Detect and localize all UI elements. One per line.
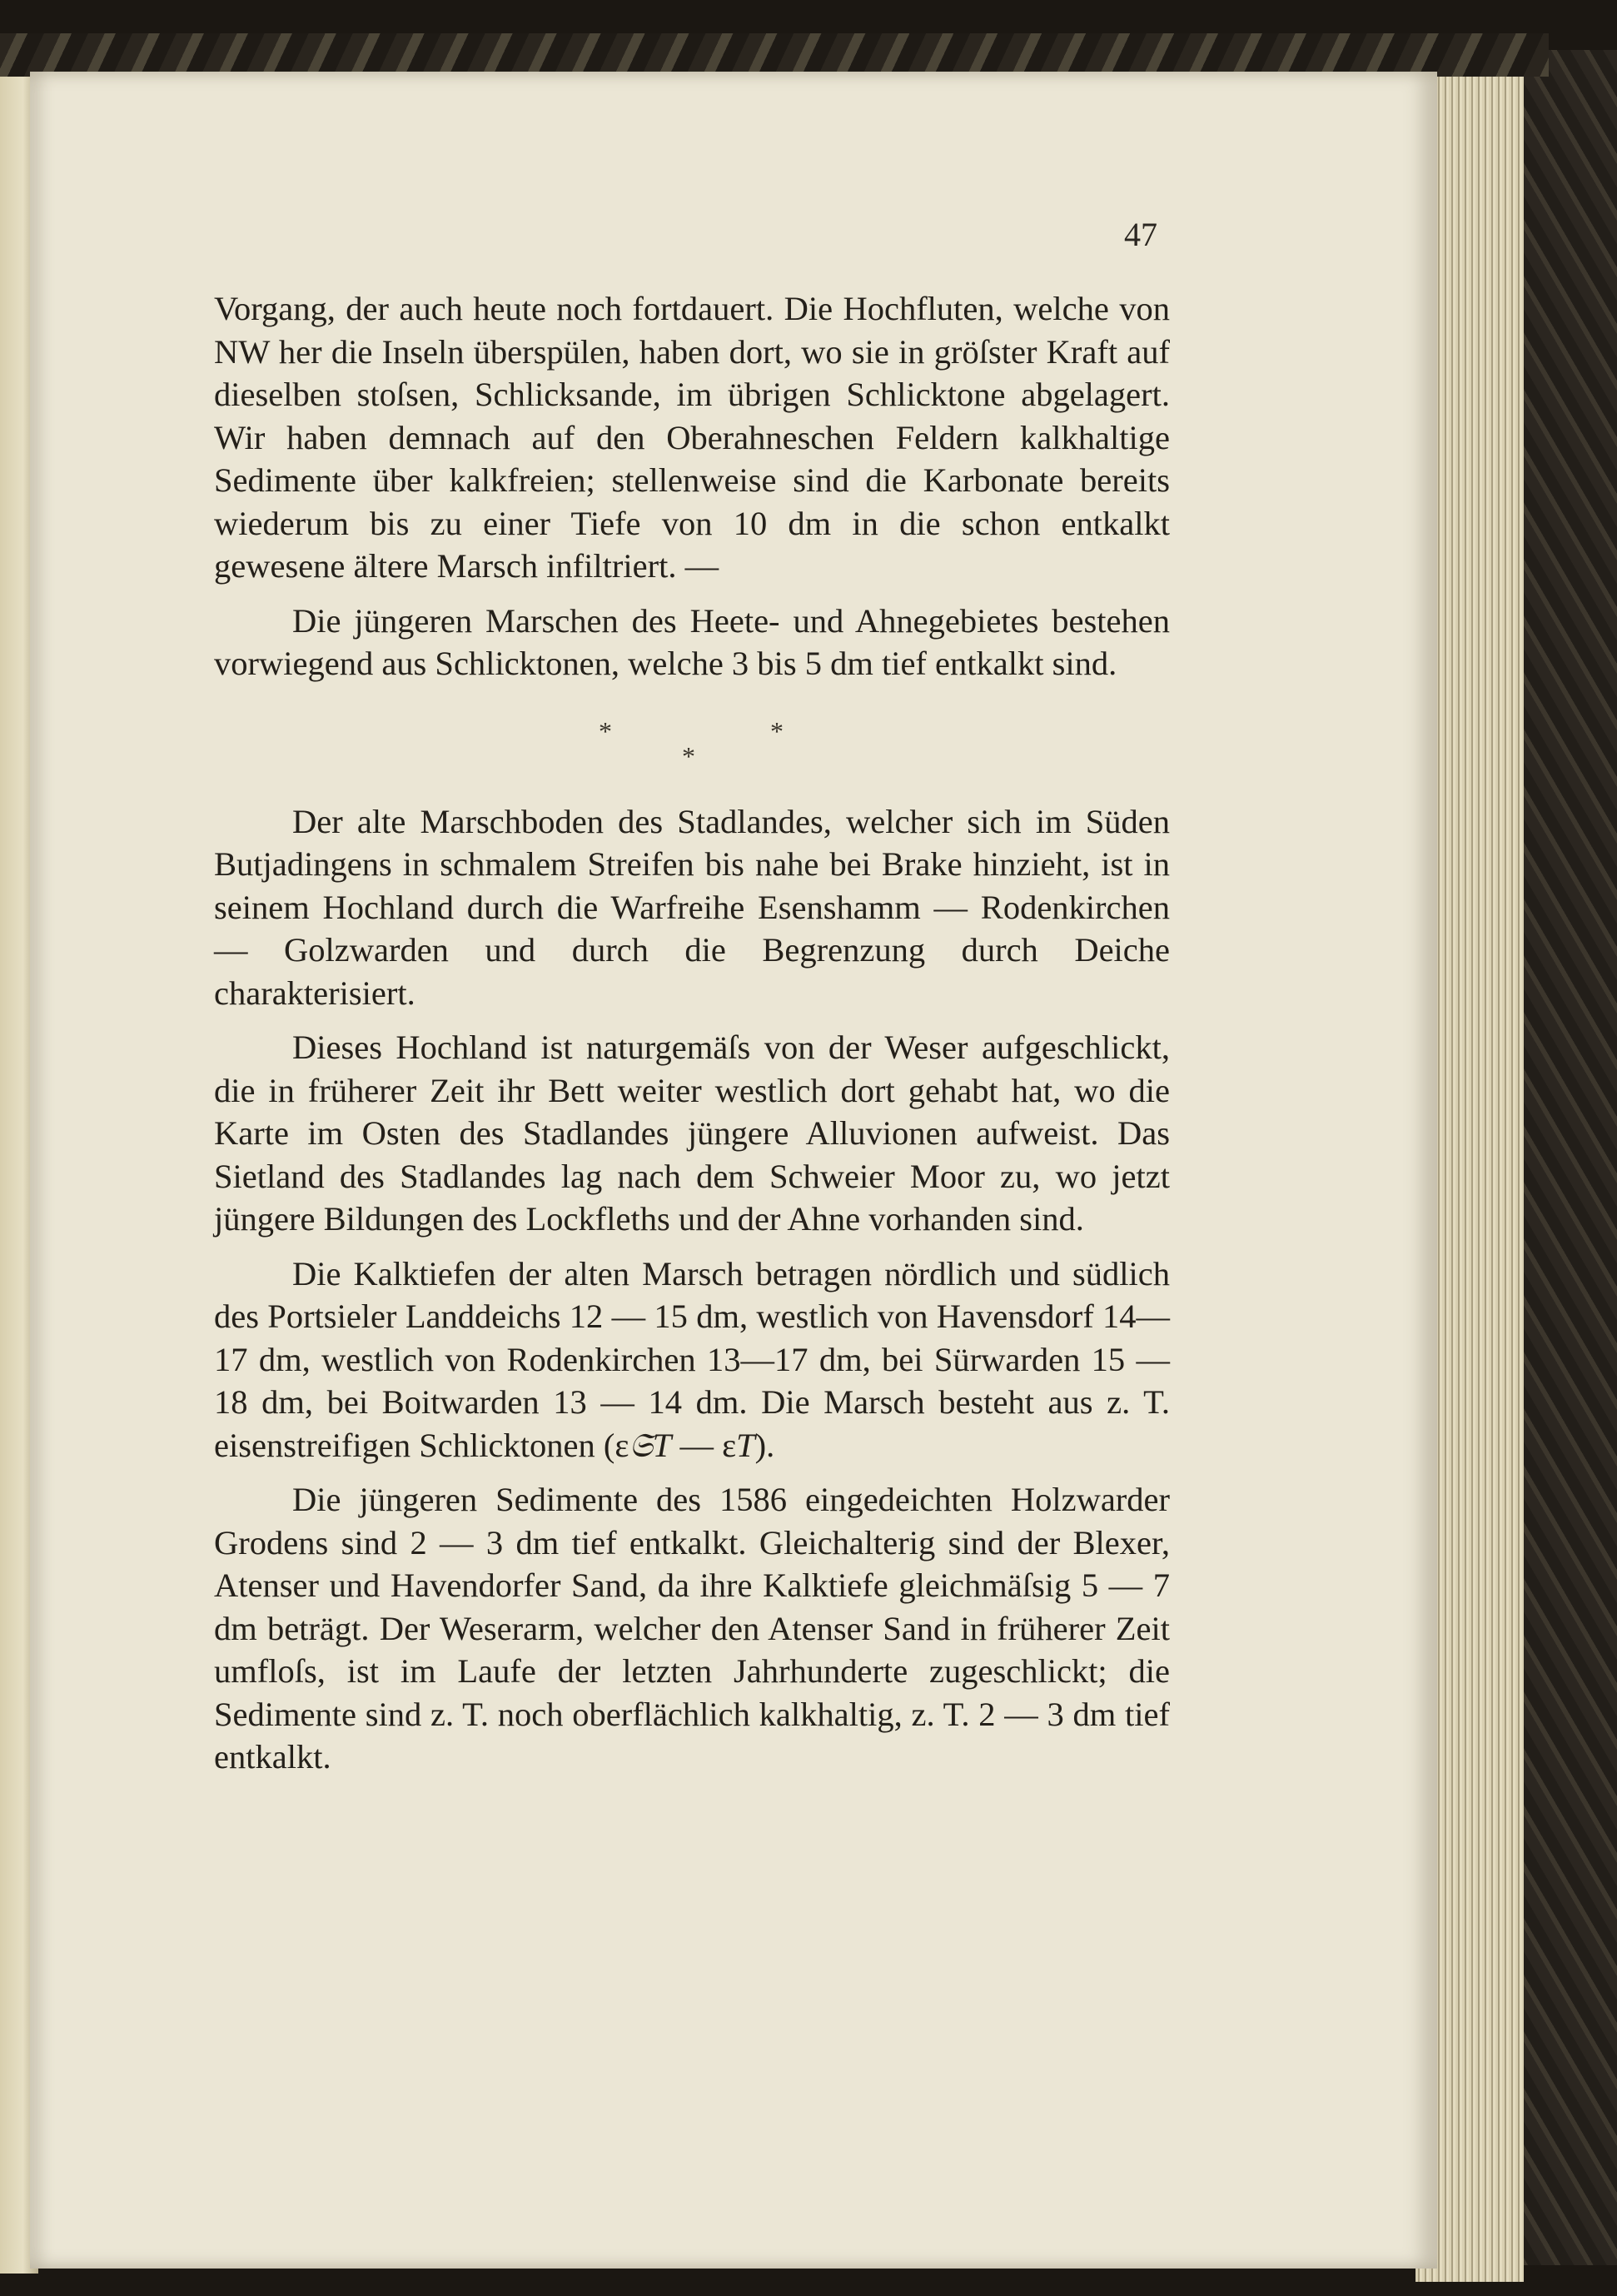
formula-separator: — ε (671, 1426, 737, 1464)
formula-term: 𝔖T (629, 1426, 672, 1464)
soil-formula (604, 1427, 774, 1464)
paragraph: Die jüngeren Sedimente des 1586 eingedeichten Holzwarder Grodens sind 2 — 3 dm tief entkalkt. Gleichalterig sind der Blexer, Atenser und Havendorfer Sand, da ihre Kalktiefe gleichmäſsig 5 — 7 dm beträgt. Der Weserarm, welcher den Atenser Sand in früherer Zeit umfloſs, ist im Laufe der letzten Jahrhunderte zugeschlickt; die Sedimente sind z. T. noch oberflächlich kalkhaltig, z. T. 2 — 3 dm tief entkalkt. (214, 1481, 1170, 1776)
asterisk: * (599, 715, 612, 746)
paragraph: Vorgang, der auch heute noch fortdauert. Die Hochfluten, welche von NW her die Inseln überspülen, haben dort, wo sie in gröſster Kraft auf dieselben stoſsen, Schlicksande, im übrigen Schlicktone abgelagert. Wir haben demnach auf den Oberahneschen Feldern kalkhaltige Sedimente über kalkfreien; stellenweise sind die Karbonate bereits wiederum bis zu einer Tiefe von 10 dm in die schon entkalkt gewesene ältere Marsch infiltriert. — (214, 290, 1170, 585)
formula-open: (ε (603, 1426, 629, 1464)
paragraph (214, 1253, 1170, 1467)
asterisk: * (682, 740, 695, 771)
asterisk: * (770, 715, 784, 746)
formula-close: ). (754, 1426, 775, 1464)
paragraph: Dieses Hochland ist naturgemäſs von der Weser aufgeschlickt, die in früherer Zeit ihr Bett weiter westlich dort gehabt hat, wo die Karte im Osten des Stadlandes jüngere Alluvionen aufweist. Das Sietland des Stadlandes lag nach dem Schweier Moor zu, wo jetzt jüngere Bildungen des Lockfleths und der Ahne vorhanden sind. (214, 1028, 1170, 1238)
book-cover-edge (1509, 50, 1617, 2265)
section-separator (214, 692, 1170, 800)
page-number: 47 (1124, 216, 1157, 253)
formula-term: T (736, 1426, 755, 1464)
paragraph: Der alte Marschboden des Stadlandes, welcher sich im Süden Butjadingens in schmalem Streifen bis nahe bei Brake hinzieht, ist in seinem Hochland durch die Warfreihe Esenshamm — Rodenkirchen — Golzwarden und durch die Begrenzung durch Deiche charakterisiert. (214, 802, 1170, 1012)
paragraph-text: Die Kalktiefen der alten Marsch betragen nördlich und südlich des Portsieler Landdeichs 12 — 15 dm, westlich von Havensdorf 14—17 dm, westlich von Rodenkirchen 13—17 dm, bei Sürwarden 15 — 18 dm, bei Boitwarden 13 — 14 dm. Die Marsch besteht aus z. T. eisenstreifigen Schlicktonen (214, 1254, 1170, 1464)
paragraph: Die jüngeren Marschen des Heete- und Ahnegebietes bestehen vorwiegend aus Schlicktonen, welche 3 bis 5 dm tief entkalkt sind. (214, 601, 1170, 682)
body-text (214, 287, 1170, 1779)
book-binding-top (0, 33, 1549, 77)
